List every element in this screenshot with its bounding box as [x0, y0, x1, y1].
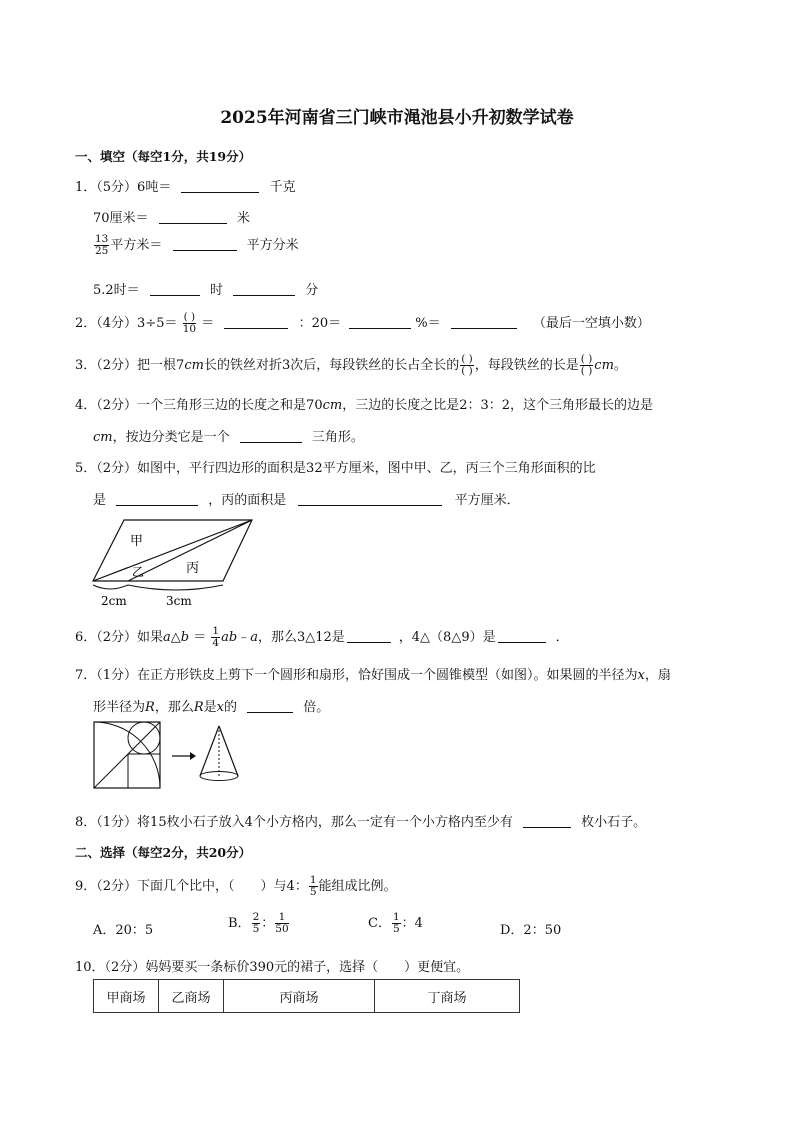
table-header-cell: 甲商场: [94, 980, 159, 1013]
q2-text: 2．（4分）3÷5＝: [75, 316, 178, 331]
answer-blank[interactable]: [150, 281, 200, 296]
question-1b: [93, 207, 250, 226]
measure-brace-2: [128, 585, 223, 590]
fraction: $\frac{( )}{( )}$: [580, 353, 593, 377]
question-7-line2: 形半径为R，那么R是x的 倍。: [93, 700, 330, 715]
answer-blank[interactable]: [247, 698, 293, 713]
option-d[interactable]: D．2：50: [500, 923, 562, 938]
answer-blank[interactable]: [116, 491, 198, 506]
table-header-cell: 丁商场: [375, 980, 520, 1013]
fraction: $\frac{( )}{( )}$: [461, 353, 473, 377]
fraction: $\frac{1}{5}$: [309, 874, 317, 898]
fraction: $\frac{1}{50}$: [275, 911, 289, 935]
fraction: $\frac{( )}{10}$: [182, 311, 197, 335]
q2-note: （最后一空填小数）: [532, 316, 650, 331]
answer-blank[interactable]: [233, 281, 295, 296]
question-7-line1: 7．（1分）在正方形铁皮上剪下一个圆形和扇形，恰好围成一个圆锥模型（如图）。如果圆的半径为x，扇: [75, 668, 671, 683]
question-2: 2．（4分）3÷5＝ $\frac{( )}{10}$ ＝ ：20＝ %＝ （最后一空填小数）: [75, 311, 650, 335]
cone-side: [219, 726, 238, 776]
sheet-diagonal: [94, 722, 160, 788]
cone-side: [200, 726, 219, 776]
section-2-heading: 二、选择（每空2分，共20分）: [75, 845, 252, 860]
table-header-cell: 乙商场: [159, 980, 224, 1013]
arrow-right-icon: [190, 752, 196, 760]
fraction: $\frac{13}{25}$: [95, 233, 109, 257]
question-6: 6．（2分）如果a△b ＝ $\frac{1}{4}$ ab﹣a，那么3△12是 ，4△（8△9）是 ．: [75, 625, 569, 649]
question-4-line2: cm，按边分类它是一个 三角形。: [93, 430, 364, 445]
measure-label-2: 3cm: [166, 594, 192, 608]
q1c-unit: 平方分米: [246, 238, 299, 253]
page-title: 2025年河南省三门峡市渑池县小升初数学试卷: [220, 108, 574, 128]
answer-blank[interactable]: [240, 428, 302, 443]
table-header-cell: 丙商场: [224, 980, 375, 1013]
label-jia: 甲: [130, 534, 144, 549]
answer-blank[interactable]: [298, 491, 442, 506]
cone-figure: [92, 720, 252, 792]
fraction: $\frac{1}{4}$: [212, 625, 220, 649]
answer-blank[interactable]: [181, 178, 259, 193]
label-yi: 乙: [132, 565, 145, 579]
mall-table: [93, 979, 520, 1013]
parallelogram-figure: [88, 515, 260, 610]
q1b-text: 70厘米＝: [93, 211, 149, 226]
option-a[interactable]: A．20：5: [93, 923, 154, 938]
q1c-text: 平方米＝: [110, 238, 163, 253]
section-1-heading: 一、填空（每空1分，共19分）: [75, 149, 252, 164]
question-1d: [93, 279, 318, 298]
option-c[interactable]: C． $\frac{1}{5}$ ：4: [368, 911, 423, 935]
fraction: $\frac{1}{5}$: [392, 911, 400, 935]
fraction: $\frac{2}{5}$: [252, 911, 260, 935]
question-3: 3．（2分）把一根7cm长的铁丝对折3次后，每段铁丝的长占全长的 $\frac{( )}{( )}$ ，每段铁丝的长是 $\frac{( )}{( )}$ cm。: [75, 353, 627, 377]
question-4-line1: 4．（2分）一个三角形三边的长度之和是70cm，三边的长度之比是2：3：2，这个三角形最长的边是: [75, 398, 654, 413]
question-1a: [75, 176, 296, 195]
q1a-unit: 千克: [269, 180, 296, 195]
answer-blank[interactable]: [349, 314, 411, 329]
question-8: 8．（1分）将15枚小石子放入4个小方格内，那么一定有一个小方格内至少有 枚小石子。: [75, 815, 647, 830]
q1b-unit: 米: [236, 211, 250, 226]
answer-blank[interactable]: [347, 628, 391, 643]
question-10: 10．（2分）妈妈要买一条标价390元的裙子，选择（ ）更便宜。: [75, 960, 470, 975]
measure-brace-1: [93, 585, 128, 589]
answer-blank[interactable]: [173, 236, 237, 251]
q1d-unit-hour: 时: [209, 283, 223, 298]
answer-blank[interactable]: [451, 314, 517, 329]
answer-blank[interactable]: [523, 813, 571, 828]
q1a-text: 1．（5分）6吨＝: [75, 180, 172, 195]
label-bing: 丙: [186, 561, 200, 576]
question-5-line2: 是 ，丙的面积是 平方厘米．: [93, 493, 520, 508]
q1d-unit-min: 分: [305, 283, 319, 298]
question-9: 9．（2分）下面几个比中，（ ）与4： $\frac{1}{5}$ 能组成比例。: [75, 874, 397, 898]
q1d-text: 5.2时＝: [93, 283, 140, 298]
option-b[interactable]: B． $\frac{2}{5}$ ： $\frac{1}{50}$: [228, 911, 289, 935]
question-1c: [93, 234, 299, 257]
question-5-line1: 5．（2分）如图中，平行四边形的面积是32平方厘米，图中甲、乙，丙三个三角形面积的比: [75, 461, 596, 476]
table-row: [94, 980, 520, 1013]
answer-blank[interactable]: [159, 209, 227, 224]
answer-blank[interactable]: [224, 314, 288, 329]
diagonal-line: [93, 520, 252, 581]
measure-label-1: 2cm: [101, 594, 127, 608]
answer-blank[interactable]: [498, 628, 546, 643]
